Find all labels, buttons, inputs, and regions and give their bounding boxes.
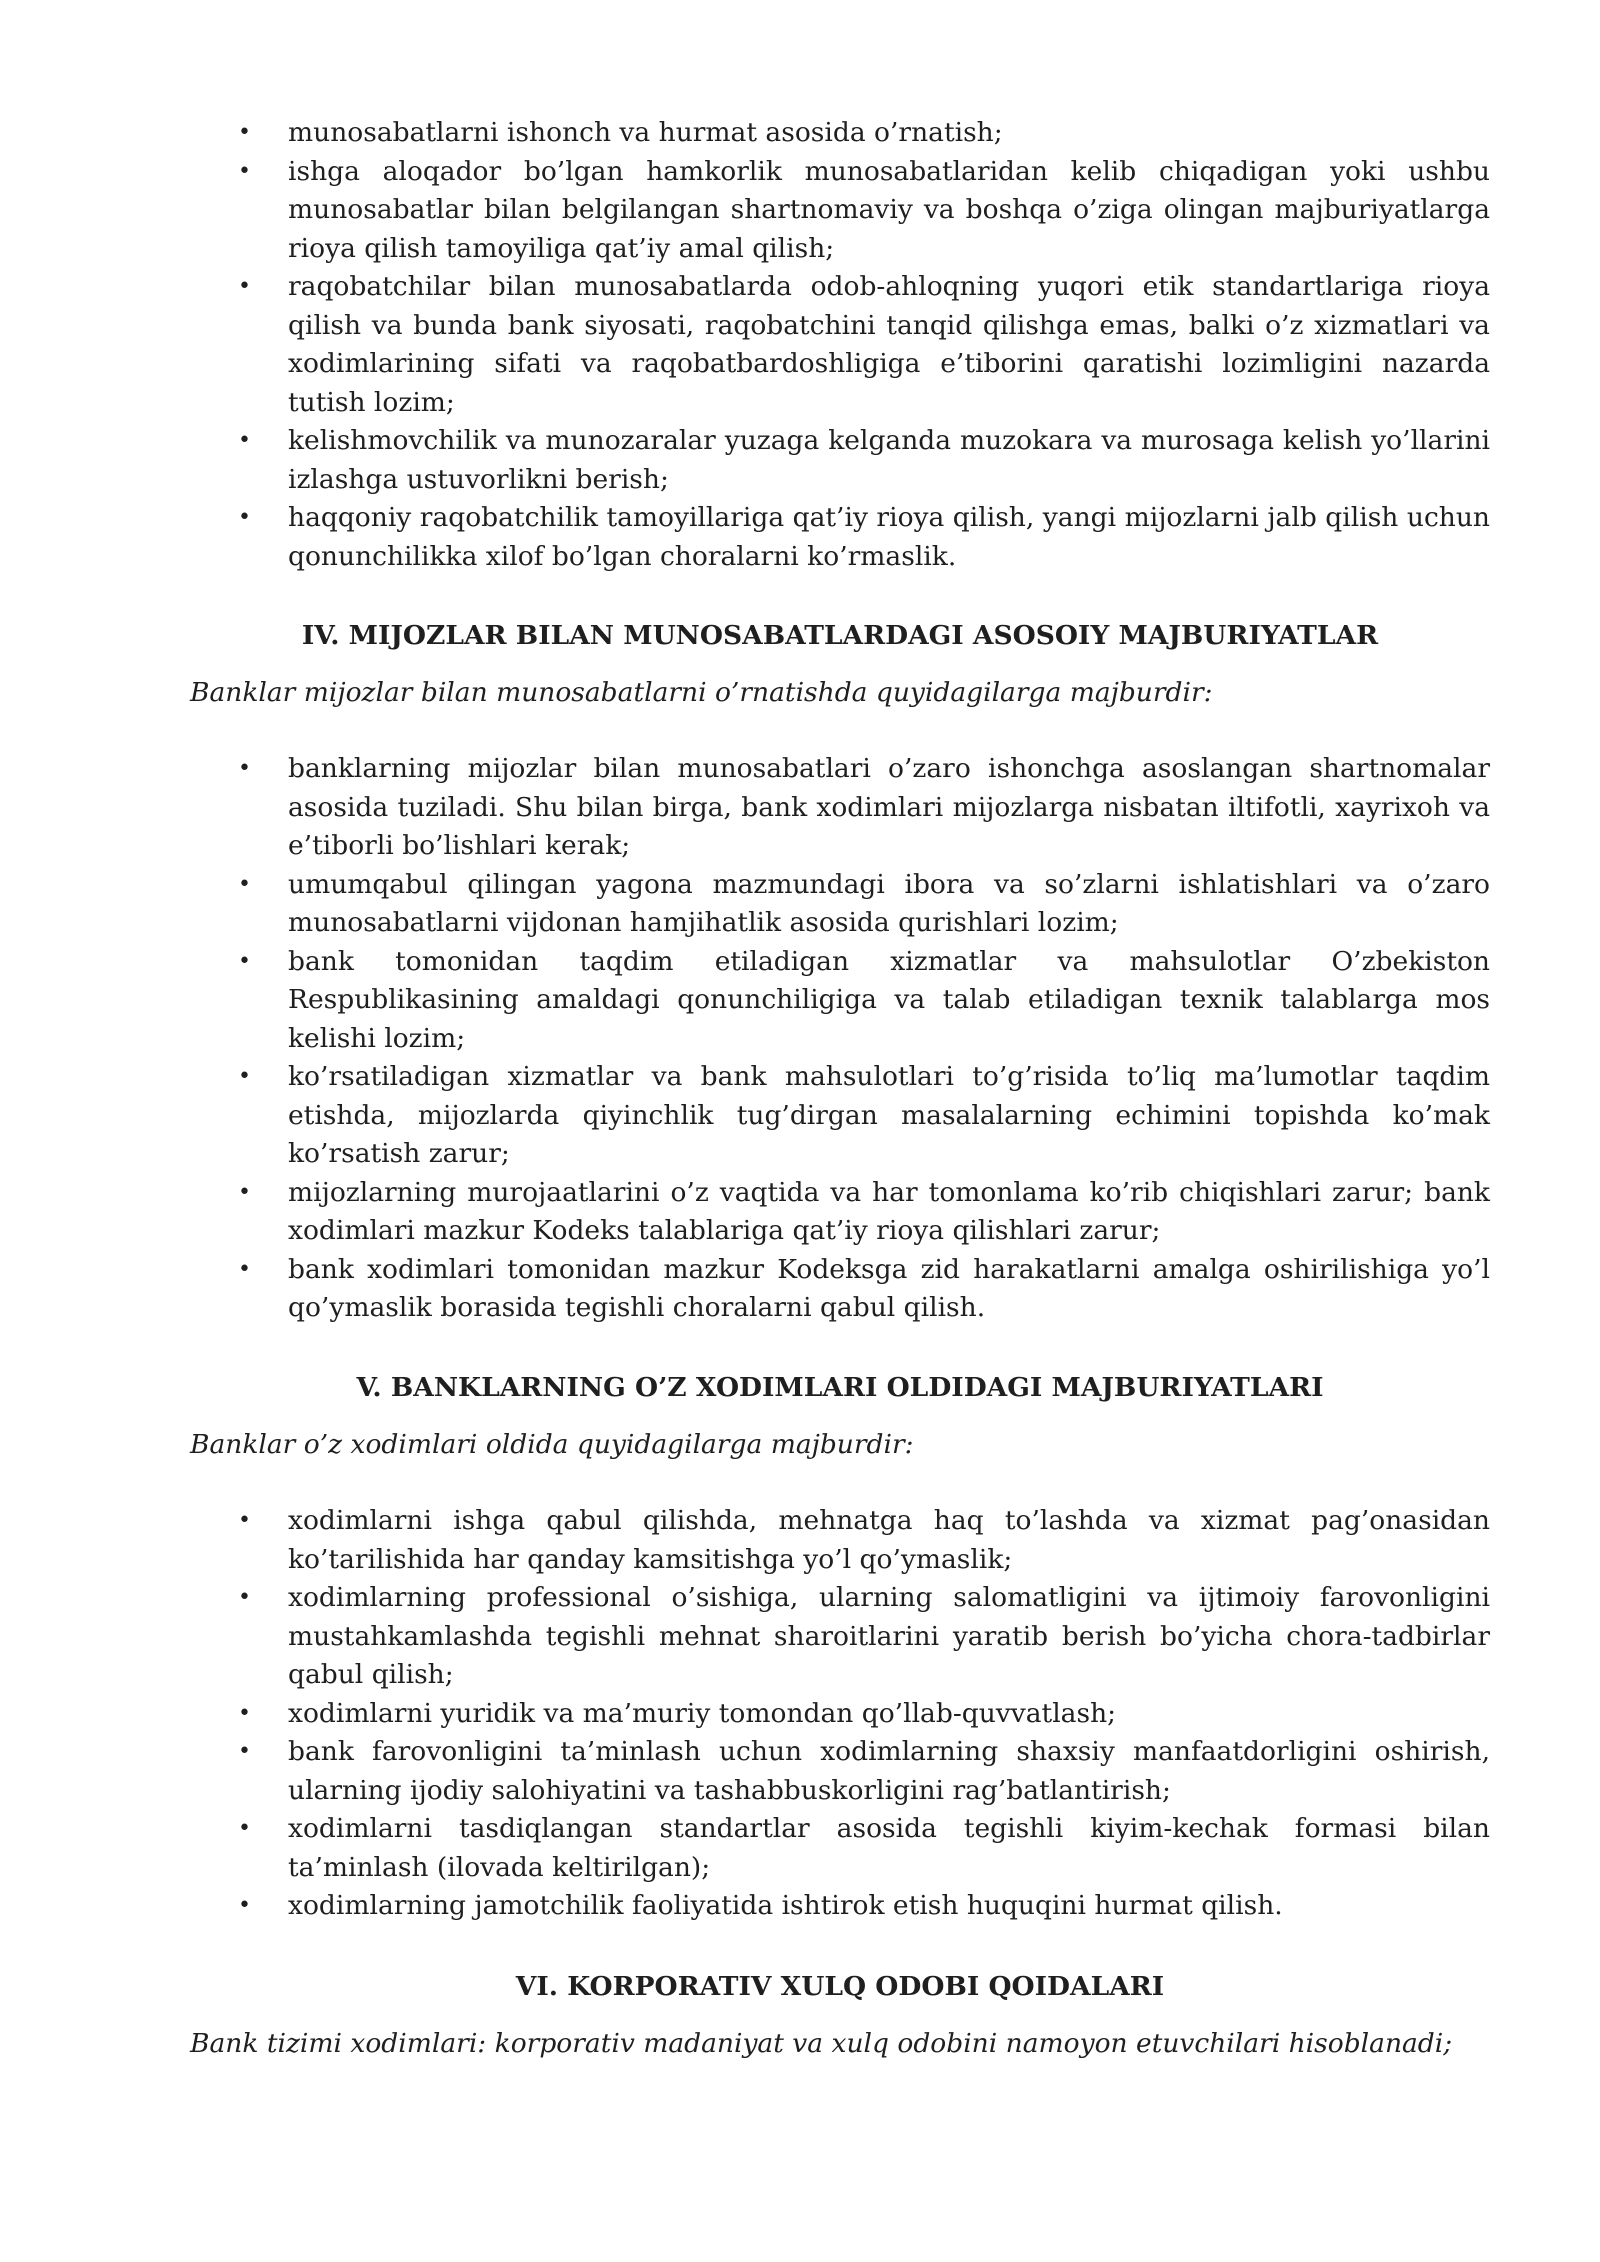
bullet-icon: • xyxy=(238,274,251,299)
bullet-icon: • xyxy=(238,1585,251,1610)
bullet-icon: • xyxy=(238,505,251,530)
bullet-icon: • xyxy=(238,1508,251,1533)
list-item: • bank tomonidan taqdim etiladigan xizmatlar va mahsulotlar O’zbekiston Respublikasining amaldagi qonunchiligiga va talab etiladigan texnik talablarga mos kelishi lozim; xyxy=(190,943,1490,1059)
bullet-icon: • xyxy=(238,1816,251,1841)
section-6-heading: VI. KORPORATIV XULQ ODOBI QOIDALARI xyxy=(515,1971,1165,2002)
list-item: • bank farovonligini ta’minlash uchun xodimlarning shaxsiy manfaatdorligini oshirish, ularning ijodiy salohiyatini va tashabbuskorligini rag’batlantirish; xyxy=(190,1733,1490,1810)
list-item: • ko’rsatiladigan xizmatlar va bank mahsulotlari to’g’risida to’liq ma’lumotlar taqdim etishda, mijozlarda qiyinchlik tug’dirgan masalalarning echimini topishda ko’mak ko’rsatish zarur; xyxy=(190,1058,1490,1174)
bullet-icon: • xyxy=(238,871,251,897)
bullet-icon: • xyxy=(238,948,251,974)
bullet-icon: • xyxy=(238,158,251,184)
list-a xyxy=(190,114,1490,576)
list-item: • kelishmovchilik va munozaralar yuzaga kelganda muzokara va murosaga kelish yo’llarini izlashga ustuvorlikni berish; xyxy=(190,422,1490,499)
section-4-list xyxy=(190,750,1490,1328)
section-5-heading: V. BANKLARNING O’Z XODIMLARI OLDIDAGI MAJBURIYATLARI xyxy=(356,1372,1324,1403)
bullet-icon: • xyxy=(238,1700,251,1726)
list-item: • xodimlarning jamotchilik faoliyatida ishtirok etish huquqini hurmat qilish. xyxy=(190,1887,1490,1926)
list-item: • xodimlarni tasdiqlangan standartlar asosida tegishli kiyim-kechak formasi bilan ta’minlash (ilovada keltirilgan); xyxy=(190,1810,1490,1887)
section-4-heading: IV. MIJOZLAR BILAN MUNOSABATLARDAGI ASOSOIY MAJBURIYATLAR xyxy=(301,620,1379,651)
bullet-icon: • xyxy=(238,1179,251,1205)
bullet-icon: • xyxy=(238,1893,251,1918)
bullet-icon: • xyxy=(238,1739,251,1764)
list-item: • raqobatchilar bilan munosabatlarda odob-ahloqning yuqori etik standartlariga rioya qilish va bunda bank siyosati, raqobatchini tanqid qilishga emas, balki o’z xizmatlari va xodimlarining sifati va raqobatbardoshligiga e’tiborini qaratishi lozimligini nazarda tutish lozim; xyxy=(190,268,1490,422)
list-item: • haqqoniy raqobatchilik tamoyillariga qat’iy rioya qilish, yangi mijozlarni jalb qilish uchun qonunchilikka xilof bo’lgan choralarni ko’rmaslik. xyxy=(190,499,1490,576)
list-item: • banklarning mijozlar bilan munosabatlari o’zaro ishonchga asoslangan shartnomalar asosida tuziladi. Shu bilan birga, bank xodimlari mijozlarga nisbatan iltifotli, xayrixoh va e’tiborli bo’lishlari kerak; xyxy=(190,750,1490,866)
list-item: • xodimlarni ishga qabul qilishda, mehnatga haq to’lashda va xizmat pag’onasidan ko’tarilishida har qanday kamsitishga yo’l qo’ymaslik; xyxy=(190,1502,1490,1579)
list-item: • mijozlarning murojaatlarini o’z vaqtida va har tomonlama ko’rib chiqishlari zarur; bank xodimlari mazkur Kodeks talablariga qat’iy rioya qilishlari zarur; xyxy=(190,1174,1490,1251)
bullet-icon: • xyxy=(238,428,251,453)
list-item: • xodimlarni yuridik va ma’muriy tomondan qo’llab-quvvatlash; xyxy=(190,1695,1490,1734)
list-item: • umumqabul qilingan yagona mazmundagi ibora va so’zlarni ishlatishlari va o’zaro munosabatlarni vijdonan hamjihatlik asosida qurishlari lozim; xyxy=(190,866,1490,943)
bullet-icon: • xyxy=(238,120,251,145)
list-item: • munosabatlarni ishonch va hurmat asosida o’rnatish; xyxy=(190,114,1490,153)
bullet-icon: • xyxy=(238,1256,251,1282)
section-6-intro: Bank tizimi xodimlari: korporativ madaniyat va xulq odobini namoyon etuvchilari hisoblanadi; xyxy=(190,2028,1453,2059)
section-4-intro: Banklar mijozlar bilan munosabatlarni o’rnatishda quyidagilarga majburdir: xyxy=(190,677,1213,708)
list-item: • bank xodimlari tomonidan mazkur Kodeksga zid harakatlarni amalga oshirilishiga yo’l qo’ymaslik borasida tegishli choralarni qabul qilish. xyxy=(190,1251,1490,1328)
list-item: • ishga aloqador bo’lgan hamkorlik munosabatlaridan kelib chiqadigan yoki ushbu munosabatlar bilan belgilangan shartnomaviy va boshqa o’ziga olingan majburiyatlarga rioya qilish tamoyiliga qat’iy amal qilish; xyxy=(190,153,1490,269)
list-item: • xodimlarning professional o’sishiga, ularning salomatligini va ijtimoiy farovonligini mustahkamlashda tegishli mehnat sharoitlarini yaratib berish bo’yicha chora-tadbirlar qabul qilish; xyxy=(190,1579,1490,1695)
bullet-icon: • xyxy=(238,1064,251,1089)
bullet-icon: • xyxy=(238,756,251,781)
section-5-intro: Banklar o’z xodimlari oldida quyidagilarga majburdir: xyxy=(190,1429,914,1460)
section-5-list xyxy=(190,1502,1490,1926)
